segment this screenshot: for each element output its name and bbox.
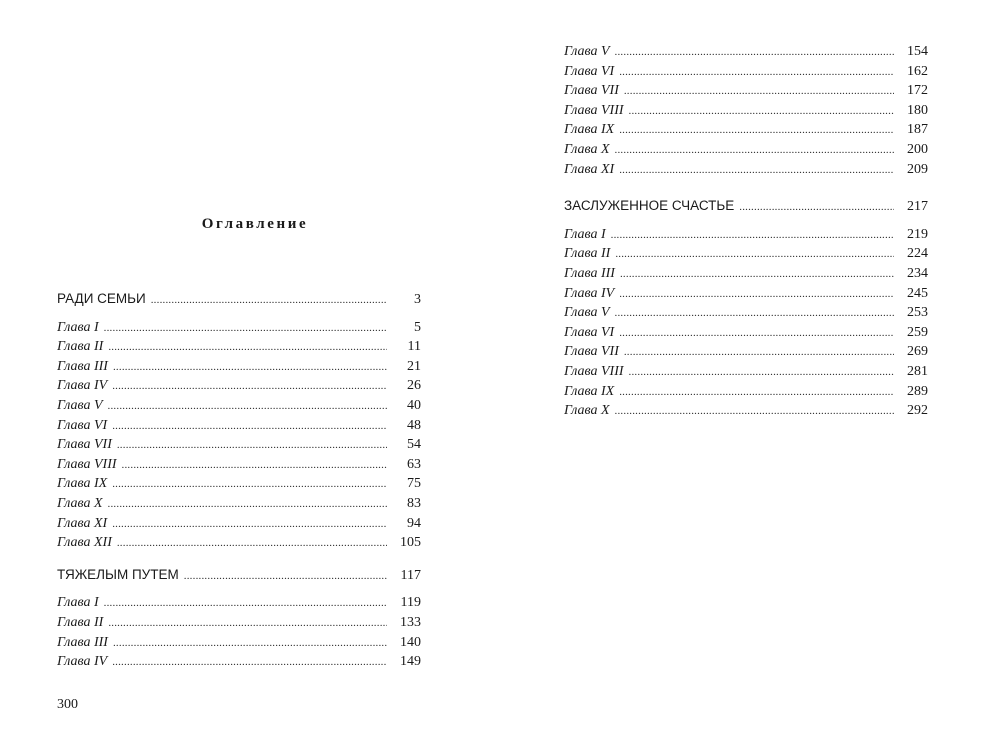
chapter-title: Глава VII <box>57 437 112 453</box>
dot-leader <box>104 594 387 613</box>
toc-part-entry[interactable] <box>57 565 421 585</box>
dot-leader <box>112 475 387 494</box>
toc-chapter-entry[interactable] <box>564 244 928 264</box>
part-title: ТЯЖЕЛЫМ ПУТЕМ <box>57 566 179 582</box>
chapter-title: Глава VI <box>564 324 615 340</box>
toc-chapter-entry[interactable] <box>564 62 928 82</box>
chapter-title: Глава I <box>57 319 99 335</box>
page-reference: 40 <box>407 397 421 413</box>
chapter-title: Глава II <box>57 339 104 355</box>
chapter-title: Глава X <box>564 403 610 419</box>
dot-leader <box>108 614 387 633</box>
chapter-title: Глава VI <box>57 417 108 433</box>
page-reference: 224 <box>907 246 928 262</box>
page-reference: 292 <box>907 403 928 419</box>
dot-leader <box>113 634 387 653</box>
toc-chapter-entry[interactable] <box>564 160 928 180</box>
chapter-title: Глава VIII <box>564 102 624 118</box>
page-reference: 94 <box>407 515 421 531</box>
chapter-title: Глава II <box>564 246 611 262</box>
toc-part-entry[interactable] <box>564 196 928 216</box>
page-reference: 105 <box>400 535 421 551</box>
page-reference: 253 <box>907 305 928 321</box>
toc-chapter-entry[interactable] <box>57 435 421 455</box>
dot-leader <box>108 397 387 416</box>
dot-leader <box>112 377 387 396</box>
chapter-title: Глава VIII <box>57 456 117 472</box>
page-reference: 119 <box>400 595 421 611</box>
toc-section <box>564 42 928 179</box>
dot-leader <box>619 324 894 343</box>
dot-leader <box>620 265 894 284</box>
toc-chapter-entry[interactable] <box>564 323 928 343</box>
dot-leader <box>611 226 894 245</box>
page-reference: 180 <box>907 102 928 118</box>
page-reference: 269 <box>907 344 928 360</box>
page-reference: 48 <box>407 417 421 433</box>
chapter-title: Глава IX <box>564 383 615 399</box>
toc-chapter-entry[interactable] <box>564 401 928 421</box>
toc-chapter-entry[interactable] <box>564 140 928 160</box>
left-toc <box>57 289 421 672</box>
toc-chapter-entry[interactable] <box>564 101 928 121</box>
page-reference: 140 <box>400 634 421 650</box>
toc-chapter-entry[interactable] <box>564 382 928 402</box>
chapter-title: Глава I <box>564 226 606 242</box>
dot-leader <box>629 102 894 121</box>
page-reference: 63 <box>407 456 421 472</box>
toc-chapter-entry[interactable] <box>57 533 421 553</box>
page-reference: 162 <box>907 63 928 79</box>
part-title: ЗАСЛУЖЕННОЕ СЧАСТЬЕ <box>564 198 735 214</box>
toc-chapter-entry[interactable] <box>57 514 421 534</box>
toc-chapter-entry[interactable] <box>57 474 421 494</box>
toc-chapter-entry[interactable] <box>564 225 928 245</box>
dot-leader <box>615 141 894 160</box>
chapter-title: Глава IV <box>57 654 108 670</box>
toc-chapter-entry[interactable] <box>564 342 928 362</box>
dot-leader <box>113 358 387 377</box>
dot-leader <box>615 43 894 62</box>
dot-leader <box>117 436 387 455</box>
page-reference: 154 <box>907 44 928 59</box>
chapter-title: Глава I <box>57 595 99 611</box>
right-page <box>500 0 1000 750</box>
toc-chapter-entry[interactable] <box>57 318 421 338</box>
toc-chapter-entry[interactable] <box>57 357 421 377</box>
page-reference: 5 <box>414 319 421 335</box>
page-reference: 21 <box>407 358 421 374</box>
chapter-title: Глава V <box>564 44 610 59</box>
toc-chapter-entry[interactable] <box>57 593 421 613</box>
chapter-title: Глава V <box>57 397 103 413</box>
page-reference: 3 <box>414 292 421 307</box>
page-reference: 133 <box>400 614 421 630</box>
toc-chapter-entry[interactable] <box>564 284 928 304</box>
chapter-title: Глава II <box>57 614 104 630</box>
page-reference: 209 <box>907 161 928 177</box>
toc-chapter-entry[interactable] <box>564 42 928 62</box>
chapter-title: Глава IX <box>57 476 108 492</box>
dot-leader <box>619 285 894 304</box>
chapter-title: Глава III <box>564 265 615 281</box>
toc-section <box>57 289 421 553</box>
chapter-title: Глава XII <box>57 535 112 551</box>
page-reference: 281 <box>907 363 928 379</box>
page-reference: 187 <box>907 122 928 138</box>
page-reference: 259 <box>907 324 928 340</box>
chapter-title: Глава IV <box>564 285 615 301</box>
toc-chapter-entry[interactable] <box>57 416 421 436</box>
dot-leader <box>619 121 894 140</box>
page-reference: 217 <box>907 199 928 215</box>
dot-leader <box>112 653 387 672</box>
right-toc <box>564 42 928 421</box>
page-reference: 289 <box>907 383 928 399</box>
chapter-title: Глава XI <box>57 515 108 531</box>
toc-chapter-entry[interactable] <box>564 303 928 323</box>
chapter-title: Глава XI <box>564 161 615 177</box>
toc-chapter-entry[interactable] <box>57 455 421 475</box>
dot-leader <box>629 363 894 382</box>
dot-leader <box>112 515 387 534</box>
chapter-title: Глава V <box>564 305 610 321</box>
page-reference: 26 <box>407 378 421 394</box>
dot-leader <box>619 383 894 402</box>
toc-chapter-entry[interactable] <box>564 264 928 284</box>
chapter-title: Глава III <box>57 358 108 374</box>
dot-leader <box>117 534 387 553</box>
page-reference: 11 <box>407 339 421 355</box>
dot-leader <box>624 82 894 101</box>
page-reference: 149 <box>400 654 421 670</box>
dot-leader <box>615 304 894 323</box>
page-reference: 83 <box>407 495 421 511</box>
toc-chapter-entry[interactable] <box>57 396 421 416</box>
dot-leader <box>615 245 894 264</box>
dot-leader <box>108 338 387 357</box>
toc-chapter-entry[interactable] <box>564 362 928 382</box>
dot-leader <box>184 567 387 585</box>
page-reference: 117 <box>400 567 421 583</box>
toc-chapter-entry[interactable] <box>57 613 421 633</box>
toc-part-entry[interactable] <box>57 289 421 309</box>
dot-leader <box>739 198 894 216</box>
dot-leader <box>624 343 894 362</box>
page-number-footer: 300 <box>57 697 78 712</box>
page-reference: 219 <box>907 226 928 242</box>
toc-section <box>564 196 928 421</box>
dot-leader <box>151 291 387 309</box>
dot-leader <box>112 417 387 436</box>
toc-chapter-entry[interactable] <box>57 376 421 396</box>
dot-leader <box>104 319 387 338</box>
page-reference: 75 <box>407 476 421 492</box>
page-reference: 234 <box>907 265 928 281</box>
chapter-title: Глава III <box>57 634 108 650</box>
toc-chapter-entry[interactable] <box>564 120 928 140</box>
toc-chapter-entry[interactable] <box>57 337 421 357</box>
chapter-title: Глава IX <box>564 122 615 138</box>
dot-leader <box>108 495 387 514</box>
toc-chapter-entry[interactable] <box>57 633 421 653</box>
chapter-title: Глава VII <box>564 83 619 99</box>
dot-leader <box>615 402 894 421</box>
chapter-title: Глава VI <box>564 63 615 79</box>
toc-chapter-entry[interactable] <box>57 652 421 672</box>
chapter-title: Глава IV <box>57 378 108 394</box>
page-reference: 245 <box>907 285 928 301</box>
dot-leader <box>619 161 894 180</box>
dot-leader <box>122 456 387 475</box>
chapter-title: Глава X <box>564 141 610 157</box>
toc-heading: Оглавление <box>201 216 309 232</box>
chapter-title: Глава VII <box>564 344 619 360</box>
chapter-title: Глава X <box>57 495 103 511</box>
toc-section <box>57 565 421 672</box>
dot-leader <box>619 63 894 82</box>
toc-chapter-entry[interactable] <box>57 494 421 514</box>
page-reference: 200 <box>907 141 928 157</box>
page-reference: 54 <box>407 437 421 453</box>
chapter-title: Глава VIII <box>564 363 624 379</box>
toc-chapter-entry[interactable] <box>564 81 928 101</box>
page-reference: 172 <box>907 83 928 99</box>
part-title: РАДИ СЕМЬИ <box>57 291 146 306</box>
